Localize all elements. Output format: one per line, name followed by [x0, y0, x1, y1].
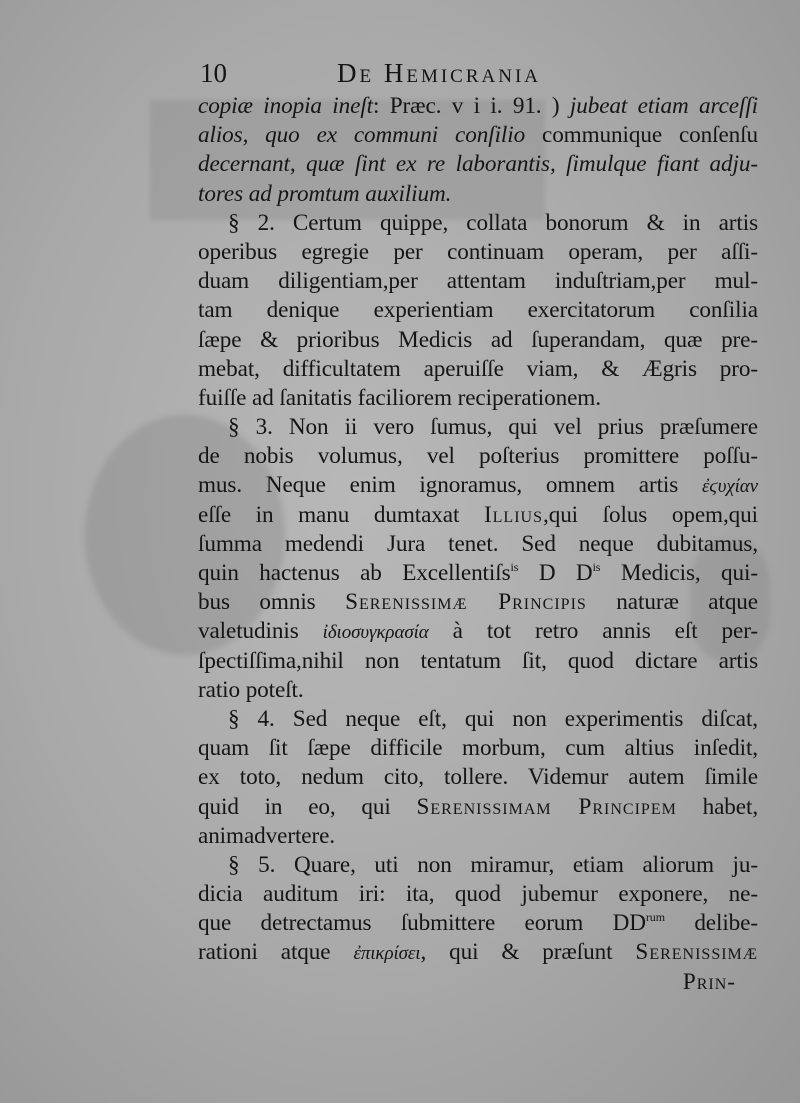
text-span: ,qui ſolus opem,qui	[543, 501, 758, 528]
text-line	[198, 121, 758, 150]
text-line: ex toto, nedum cito, tollere. Videmur autem ſimile	[198, 764, 758, 791]
superscript: is	[592, 560, 601, 574]
text-span: quid in eo, qui	[198, 793, 391, 820]
text-span: rationi atque	[198, 939, 331, 966]
text-line	[198, 938, 758, 967]
text-line: tam denique experientiam exercitatorum conſilia	[198, 297, 758, 324]
text-line	[198, 588, 758, 617]
text-line: operibus egregie per continuam operam, per aſſi-	[198, 238, 758, 265]
catchword-text: Prin-	[682, 968, 736, 995]
text-span: bus omnis	[198, 589, 316, 616]
text-span: D D	[538, 560, 593, 586]
text-line: de nobis volumus, vel poſterius promittere poſſu-	[198, 443, 758, 470]
text-line	[198, 150, 758, 179]
text-span-italic: tores ad promtum auxilium.	[198, 180, 452, 207]
greek-word: ἐπικρίσει	[353, 943, 421, 965]
text-line: ſumma medendi Jura tenet. Sed neque dubitamus,	[198, 530, 758, 557]
text-span: eſſe in manu dumtaxat	[198, 501, 460, 528]
body-text	[198, 92, 758, 997]
text-span-italic: decernant, quæ ſint ex re laborantis, ſimulque fiant adju-	[198, 151, 758, 178]
text-span-italic: copiæ inopia ineſt	[198, 93, 374, 119]
text-line: ſæpe & prioribus Medicis ad ſuperandam, quæ pre-	[198, 326, 758, 353]
text-span: à tot retro annis eſt per-	[452, 618, 758, 645]
text-line: quam ſit ſæpe difficile morbum, cum altius inſedit,	[198, 735, 758, 762]
page-number: 10	[200, 58, 227, 88]
text-line	[198, 92, 758, 121]
greek-word: ἐϛυχίαν	[702, 476, 758, 498]
text-span: que detrectamus ſubmittere eorum DD	[198, 910, 646, 937]
superscript: is	[510, 560, 519, 574]
text-span: quin hactenus ab Excellentiſs	[198, 560, 511, 586]
superscript: rum	[645, 910, 665, 925]
text-line: fuiſſe ad ſanitatis faciliorem reciperationem.	[198, 384, 601, 411]
small-caps-word: Sereniſſimæ	[635, 939, 758, 966]
text-line: ratio poteſt.	[198, 676, 304, 703]
text-span-italic: alios, quo ex communi conſilio	[198, 122, 526, 149]
text-line	[198, 180, 758, 209]
catchword	[198, 968, 758, 997]
paragraph-start: § 5. Quare, uti non miramur, etiam aliorum ju-	[228, 851, 758, 878]
small-caps-word: Illius	[483, 501, 543, 528]
text-line: mebat, difficultatem aperuiſſe viam, & Ægris pro-	[198, 355, 758, 382]
text-span: : Præc. v i i. 91. )	[373, 93, 560, 119]
paragraph-start: § 3. Non ii vero ſumus, qui vel prius præſumere	[228, 414, 758, 441]
text-line	[198, 559, 758, 588]
text-span: communique conſenſu	[542, 122, 759, 149]
text-line	[198, 501, 758, 530]
text-line: dicia auditum iri: ita, quod jubemur exponere, ne-	[198, 881, 758, 908]
running-title: De Hemicrania	[337, 58, 542, 88]
text-line	[198, 471, 758, 500]
text-span: naturæ atque	[616, 589, 758, 616]
text-span: delibe-	[694, 910, 758, 937]
text-span: valetudinis	[198, 618, 299, 645]
text-line	[198, 909, 758, 938]
greek-word: ἰδιοσυγκρασία	[322, 622, 429, 644]
text-span: Medicis, qui-	[620, 560, 758, 586]
small-caps-word: Sereniſſimæ Principis	[345, 589, 587, 616]
text-span: habet,	[702, 793, 759, 820]
text-line	[198, 793, 758, 822]
paragraph-start: § 2. Certum quippe, collata bonorum & in artis	[228, 209, 758, 236]
page-header	[200, 58, 760, 94]
text-line: animadvertere.	[198, 822, 336, 849]
text-span-italic: jubeat etiam arceſſi	[569, 93, 759, 119]
text-line: duam diligentiam,per attentam induſtriam,per mul-	[198, 268, 758, 295]
paragraph-start: § 4. Sed neque eſt, qui non experimentis diſcat,	[228, 705, 758, 732]
text-span: , qui & præſunt	[420, 939, 613, 966]
text-line	[198, 617, 758, 646]
small-caps-word: Sereniſſimam Principem	[416, 793, 677, 820]
text-span: mus. Neque enim ignoramus, omnem artis	[198, 472, 679, 499]
text-line: ſpectiſſima,nihil non tentatum ſit, quod dictare artis	[198, 647, 758, 674]
